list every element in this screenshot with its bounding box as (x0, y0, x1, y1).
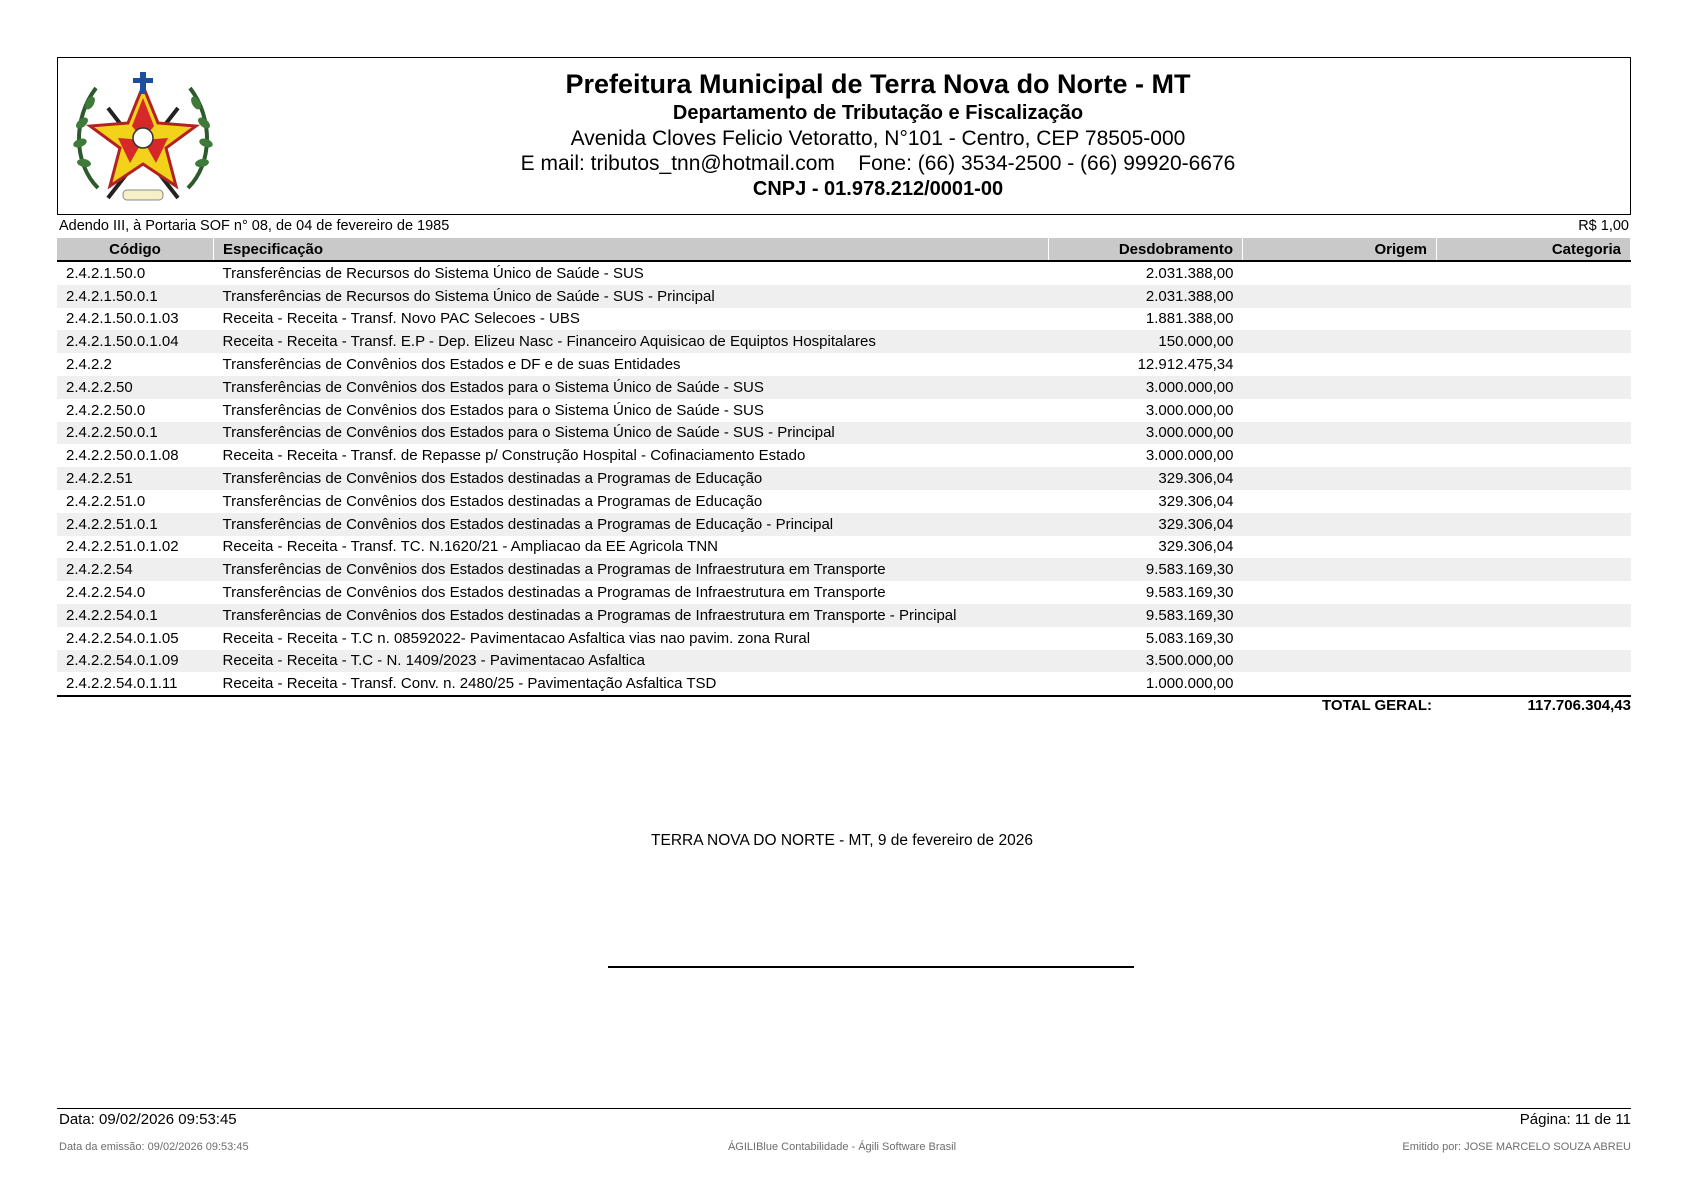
cell-codigo: 2.4.2.2.51.0 (66, 492, 146, 510)
table-row (57, 490, 1631, 513)
cell-categoria (1437, 399, 1631, 422)
table-row (57, 650, 1631, 673)
table-row (57, 604, 1631, 627)
cell-codigo: 2.4.2.1.50.0.1.03 (66, 310, 179, 328)
header-text-block (378, 68, 1378, 202)
table-row (57, 672, 1631, 696)
table-row (57, 536, 1631, 559)
footer-divider (57, 1108, 1631, 1109)
page-title: Prefeitura Municipal de Terra Nova do Norte - MT (565, 69, 1191, 99)
table-header-row (57, 238, 1631, 261)
cell-origem (1243, 467, 1437, 490)
cell-origem (1243, 285, 1437, 308)
cell-especificacao: Transferências de Convênios dos Estados destinadas a Programas de Infraestrutura em Transporte (222, 584, 886, 602)
table-row (57, 261, 1631, 285)
table-row (57, 558, 1631, 581)
column-header-origem: Origem (1243, 238, 1437, 261)
cell-especificacao: Transferências de Convênios dos Estados destinadas a Programas de Educação (222, 492, 763, 510)
cell-especificacao: Receita - Receita - Transf. E.P - Dep. Elizeu Nasc - Financeiro Aquisicao de Equiptos Hospitalares (214, 330, 1049, 353)
cell-categoria (1437, 261, 1631, 285)
emission-date: Data da emissão: 09/02/2026 09:53:45 (59, 1141, 249, 1153)
cell-codigo: 2.4.2.1.50.0.1.04 (57, 330, 214, 353)
cell-categoria (1437, 650, 1631, 673)
table-row (57, 330, 1631, 353)
cell-origem (1243, 627, 1437, 650)
table-row (57, 581, 1631, 604)
cell-especificacao: Receita - Receita - T.C n. 08592022- Pavimentacao Asfaltica vias nao pavim. zona Rural (222, 629, 811, 647)
cell-desdobramento: 12.912.475,34 (1137, 356, 1234, 374)
cell-desdobramento: 3.000.000,00 (1145, 447, 1234, 465)
cell-origem (1243, 308, 1437, 331)
cell-categoria (1437, 604, 1631, 627)
cell-categoria (1437, 422, 1631, 445)
table-body (57, 261, 1631, 696)
cell-especificacao: Transferências de Convênios dos Estados para o Sistema Único de Saúde - SUS (214, 376, 1049, 399)
cell-origem (1243, 513, 1437, 536)
cell-especificacao: Receita - Receita - T.C - N. 1409/2023 - Pavimentacao Asfaltica (214, 650, 1049, 673)
cell-desdobramento: 3.000.000,00 (1049, 376, 1243, 399)
cell-codigo: 2.4.2.2.50 (57, 376, 214, 399)
ordinance-reference: Adendo III, à Portaria SOF n° 08, de 04 de fevereiro de 1985 (59, 218, 450, 234)
column-header-especificacao: Especificação (214, 238, 1049, 261)
cell-categoria (1437, 627, 1631, 650)
table-row (57, 627, 1631, 650)
revenue-table (57, 238, 1631, 697)
cell-especificacao: Transferências de Convênios dos Estados e DF e de suas Entidades (222, 356, 681, 374)
cell-desdobramento: 329.306,04 (1158, 538, 1234, 556)
cell-especificacao: Receita - Receita - Transf. Conv. n. 2480/25 - Pavimentação Asfaltica TSD (214, 672, 1049, 696)
cell-desdobramento: 2.031.388,00 (1145, 264, 1234, 282)
table-row (57, 513, 1631, 536)
signature-line (608, 966, 1134, 968)
total-value: 117.706.304,43 (1527, 697, 1631, 714)
column-header-desdobramento: Desdobramento (1049, 238, 1243, 261)
issued-by: Emitido por: JOSE MARCELO SOUZA ABREU (1402, 1141, 1631, 1153)
cell-categoria (1437, 467, 1631, 490)
cell-especificacao: Transferências de Convênios dos Estados para o Sistema Único de Saúde - SUS - Principal (214, 422, 1049, 445)
cell-especificacao: Transferências de Convênios dos Estados destinadas a Programas de Infraestrutura em Transporte (214, 558, 1049, 581)
cell-codigo: 2.4.2.2.54 (57, 558, 214, 581)
cell-codigo: 2.4.2.2.50.0.1.08 (66, 447, 179, 465)
subheader (59, 218, 1629, 234)
cell-origem (1243, 558, 1437, 581)
cell-especificacao: Receita - Receita - Transf. TC. N.1620/21 - Ampliacao da EE Agricola TNN (222, 538, 718, 556)
software-credit: ÁGILIBlue Contabilidade - Ágili Software Brasil (727, 1141, 957, 1153)
cell-codigo: 2.4.2.2.51 (57, 467, 214, 490)
cell-origem (1243, 536, 1437, 559)
table-row (57, 376, 1631, 399)
cell-categoria (1437, 672, 1631, 696)
cnpj-line: CNPJ - 01.978.212/0001-00 (752, 178, 1004, 200)
cell-categoria (1437, 581, 1631, 604)
cell-origem (1243, 672, 1437, 696)
page-number: Página: 11 de 11 (1519, 1111, 1631, 1128)
table-row (57, 422, 1631, 445)
cell-desdobramento: 9.583.169,30 (1049, 558, 1243, 581)
cell-desdobramento: 329.306,04 (1049, 467, 1243, 490)
cell-codigo: 2.4.2.2.50.0.1 (57, 422, 214, 445)
cell-codigo: 2.4.2.2.50.0 (66, 401, 146, 419)
address-line: Avenida Cloves Felicio Vetoratto, N°101 - Centro, CEP 78505-000 (570, 127, 1186, 150)
cell-categoria (1437, 513, 1631, 536)
cell-categoria (1437, 308, 1631, 331)
cell-desdobramento: 329.306,04 (1158, 492, 1234, 510)
cell-origem (1243, 422, 1437, 445)
cell-origem (1243, 650, 1437, 673)
cell-origem (1243, 581, 1437, 604)
cell-origem (1243, 444, 1437, 467)
cell-categoria (1437, 376, 1631, 399)
cell-especificacao: Transferências de Convênios dos Estados para o Sistema Único de Saúde - SUS (222, 401, 764, 419)
cell-categoria (1437, 558, 1631, 581)
footer-date: Data: 09/02/2026 09:53:45 (59, 1111, 237, 1128)
cell-codigo: 2.4.2.2.54.0.1.11 (57, 672, 214, 696)
currency-unit: R$ 1,00 (1578, 218, 1629, 234)
department-name: Departamento de Tributação e Fiscalização (672, 102, 1084, 124)
cell-especificacao: Transferências de Convênios dos Estados destinadas a Programas de Infraestrutura em Transporte - Principal (214, 604, 1049, 627)
cell-codigo: 2.4.2.2.54.0 (66, 584, 146, 602)
total-label: TOTAL GERAL: (1322, 697, 1432, 714)
cell-desdobramento: 9.583.169,30 (1145, 584, 1234, 602)
cell-origem (1243, 490, 1437, 513)
cell-codigo: 2.4.2.2.54.0.1.05 (66, 629, 179, 647)
cell-especificacao: Transferências de Convênios dos Estados destinadas a Programas de Educação (214, 467, 1049, 490)
municipal-coat-of-arms-icon (68, 68, 218, 208)
cell-desdobramento: 1.000.000,00 (1049, 672, 1243, 696)
cell-origem (1243, 399, 1437, 422)
cell-categoria (1437, 536, 1631, 559)
column-header-codigo: Código (57, 238, 214, 261)
cell-desdobramento: 329.306,04 (1049, 513, 1243, 536)
cell-especificacao: Transferências de Recursos do Sistema Único de Saúde - SUS (222, 264, 644, 282)
cell-categoria (1437, 330, 1631, 353)
place-and-date: TERRA NOVA DO NORTE - MT, 9 de fevereiro de 2026 (651, 832, 1033, 849)
cell-categoria (1437, 285, 1631, 308)
cell-categoria (1437, 353, 1631, 376)
cell-codigo: 2.4.2.1.50.0.1 (57, 285, 214, 308)
cell-codigo: 2.4.2.2 (66, 356, 112, 374)
cell-codigo: 2.4.2.2.51.0.1.02 (66, 538, 179, 556)
cell-desdobramento: 3.500.000,00 (1049, 650, 1243, 673)
cell-especificacao: Receita - Receita - Transf. de Repasse p/ Construção Hospital - Cofinaciamento Estado (222, 447, 806, 465)
cell-codigo: 2.4.2.2.54.0.1.09 (57, 650, 214, 673)
cell-desdobramento: 9.583.169,30 (1049, 604, 1243, 627)
contact-line: E mail: tributos_tnn@hotmail.com Fone: (66) 3534-2500 - (66) 99920-6676 (520, 152, 1236, 175)
table-row (57, 467, 1631, 490)
cell-origem (1243, 604, 1437, 627)
cell-desdobramento: 3.000.000,00 (1049, 422, 1243, 445)
cell-categoria (1437, 444, 1631, 467)
cell-especificacao: Receita - Receita - Transf. Novo PAC Selecoes - UBS (222, 310, 580, 328)
cell-codigo: 2.4.2.2.51.0.1 (57, 513, 214, 536)
cell-desdobramento: 1.881.388,00 (1145, 310, 1234, 328)
cell-codigo: 2.4.2.2.54.0.1 (57, 604, 214, 627)
table-row (57, 353, 1631, 376)
cell-especificacao: Transferências de Recursos do Sistema Único de Saúde - SUS - Principal (214, 285, 1049, 308)
cell-desdobramento: 150.000,00 (1049, 330, 1243, 353)
cell-desdobramento: 2.031.388,00 (1049, 285, 1243, 308)
cell-origem (1243, 261, 1437, 285)
table-row (57, 399, 1631, 422)
table-row (57, 285, 1631, 308)
cell-origem (1243, 330, 1437, 353)
cell-desdobramento: 3.000.000,00 (1145, 401, 1234, 419)
table-row (57, 308, 1631, 331)
cell-origem (1243, 353, 1437, 376)
cell-origem (1243, 376, 1437, 399)
column-header-categoria: Categoria (1437, 238, 1631, 261)
table-row (57, 444, 1631, 467)
cell-especificacao: Transferências de Convênios dos Estados destinadas a Programas de Educação - Principal (214, 513, 1049, 536)
document-header (57, 57, 1631, 215)
cell-codigo: 2.4.2.1.50.0 (66, 264, 146, 282)
cell-desdobramento: 5.083.169,30 (1145, 629, 1234, 647)
cell-categoria (1437, 490, 1631, 513)
